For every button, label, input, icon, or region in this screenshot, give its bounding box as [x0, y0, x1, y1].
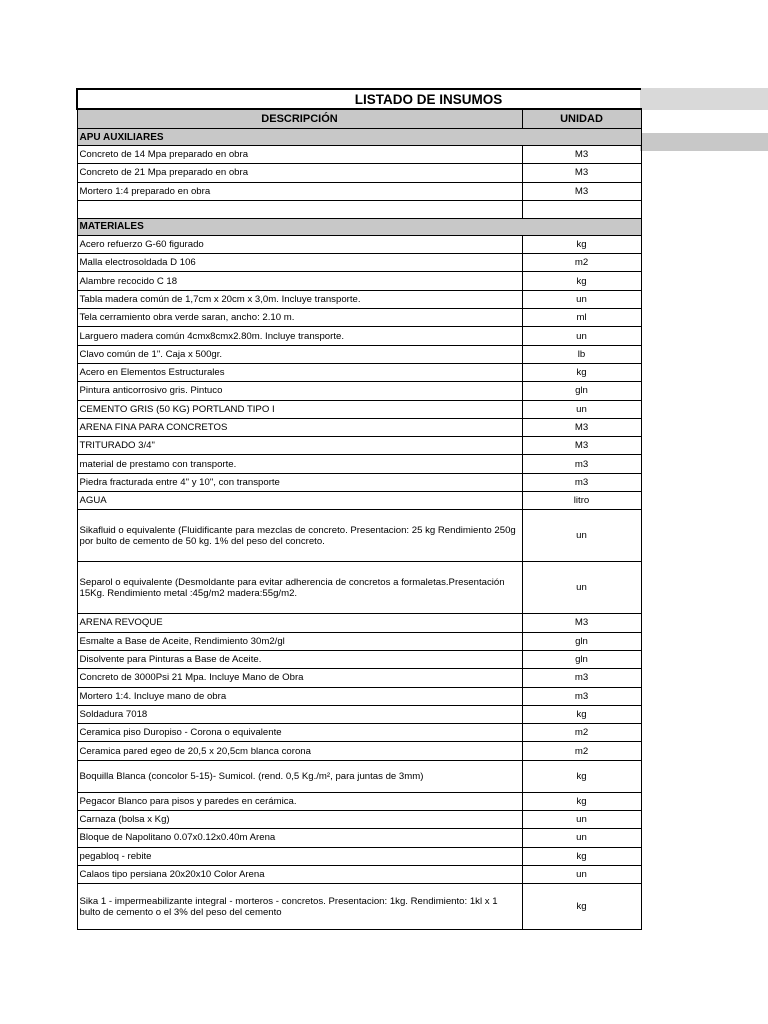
table-row — [77, 614, 641, 632]
table-row — [77, 309, 641, 327]
row-unit: kg — [522, 792, 641, 810]
table-row — [77, 829, 641, 847]
row-unit: m3 — [522, 669, 641, 687]
row-description: Piedra fracturada entre 4" y 10", con transporte — [77, 473, 522, 491]
row-unit: kg — [522, 272, 641, 290]
row-unit: gln — [522, 632, 641, 650]
row-unit: gln — [522, 650, 641, 668]
row-description: Carnaza (bolsa x Kg) — [77, 811, 522, 829]
row-unit: m3 — [522, 455, 641, 473]
row-unit: kg — [522, 705, 641, 723]
header-unit: UNIDAD — [522, 109, 641, 129]
row-unit: m2 — [522, 742, 641, 760]
insumos-table — [76, 88, 642, 930]
header-gray-extension — [640, 88, 768, 110]
section-blank-cell — [522, 218, 641, 235]
table-row — [77, 382, 641, 400]
table-row — [77, 865, 641, 883]
section-row-auxiliares — [77, 129, 641, 146]
row-unit: M3 — [522, 164, 641, 182]
row-description: pegabloq - rebite — [77, 847, 522, 865]
row-description: Bloque de Napolitano 0.07x0.12x0.40m Arena — [77, 829, 522, 847]
section-row-materiales — [77, 218, 641, 235]
row-description: TRITURADO 3/4" — [77, 437, 522, 455]
insumos-sheet — [76, 88, 640, 930]
table-row — [77, 687, 641, 705]
row-unit: m3 — [522, 687, 641, 705]
table-row — [77, 760, 641, 792]
table-row — [77, 418, 641, 436]
row-description: Malla electrosoldada D 106 — [77, 254, 522, 272]
row-description: Tabla madera común de 1,7cm x 20cm x 3,0m. Incluye transporte. — [77, 290, 522, 308]
row-unit: M3 — [522, 614, 641, 632]
row-unit: M3 — [522, 418, 641, 436]
row-description: Separol o equivalente (Desmoldante para evitar adherencia de concretos a formaletas.Presentación 15Kg. Rendimiento metal :45g/m2 madera:55g/m2. — [77, 562, 522, 614]
empty-cell — [77, 200, 522, 218]
row-description: Clavo común de 1". Caja x 500gr. — [77, 345, 522, 363]
row-unit: un — [522, 562, 641, 614]
header-description: DESCRIPCIÓN — [77, 109, 522, 129]
row-unit: kg — [522, 760, 641, 792]
row-description: Pintura anticorrosivo gris. Pintuco — [77, 382, 522, 400]
row-description: Esmalte a Base de Aceite, Rendimiento 30m2/gl — [77, 632, 522, 650]
row-description: Concreto de 3000Psi 21 Mpa. Incluye Mano de Obra — [77, 669, 522, 687]
table-row — [77, 492, 641, 510]
empty-cell — [522, 200, 641, 218]
row-description: Calaos tipo persiana 20x20x10 Color Arena — [77, 865, 522, 883]
table-row — [77, 847, 641, 865]
sheet-title: LISTADO DE INSUMOS — [77, 89, 641, 109]
row-description: ARENA FINA PARA CONCRETOS — [77, 418, 522, 436]
table-row — [77, 290, 641, 308]
row-description: Alambre recocido C 18 — [77, 272, 522, 290]
row-unit: un — [522, 400, 641, 418]
row-unit: M3 — [522, 146, 641, 164]
table-row — [77, 254, 641, 272]
table-row — [77, 345, 641, 363]
table-row — [77, 235, 641, 253]
table-row — [77, 327, 641, 345]
row-description: Sikafluid o equivalente (Fluidificante para mezclas de concreto. Presentacion: 25 kg Rendimiento 250g por bulto de cemento de 50 kg. 1% del peso del concreto. — [77, 510, 522, 562]
row-description: Concreto de 21 Mpa preparado en obra — [77, 164, 522, 182]
row-description: Mortero 1:4 preparado en obra — [77, 182, 522, 200]
row-unit: litro — [522, 492, 641, 510]
row-unit: m2 — [522, 724, 641, 742]
table-row — [77, 669, 641, 687]
table-row — [77, 724, 641, 742]
table-row — [77, 510, 641, 562]
title-row — [77, 89, 641, 109]
table-row — [77, 363, 641, 381]
table-row — [77, 272, 641, 290]
row-unit: M3 — [522, 182, 641, 200]
row-description: CEMENTO GRIS (50 KG) PORTLAND TIPO I — [77, 400, 522, 418]
section-gray-extension — [640, 133, 768, 151]
table-row — [77, 164, 641, 182]
section-title-materiales: MATERIALES — [77, 218, 522, 235]
row-unit: kg — [522, 884, 641, 930]
row-unit: un — [522, 811, 641, 829]
table-row — [77, 705, 641, 723]
row-description: Soldadura 7018 — [77, 705, 522, 723]
row-unit: un — [522, 290, 641, 308]
row-description: AGUA — [77, 492, 522, 510]
header-row — [77, 109, 641, 129]
row-description: Ceramica pared egeo de 20,5 x 20,5cm blanca corona — [77, 742, 522, 760]
table-row — [77, 632, 641, 650]
row-description: Tela cerramiento obra verde saran, ancho: 2.10 m. — [77, 309, 522, 327]
empty-row — [77, 200, 641, 218]
row-description: Mortero 1:4. Incluye mano de obra — [77, 687, 522, 705]
section-title-auxiliares: APU AUXILIARES — [77, 129, 522, 146]
table-row — [77, 400, 641, 418]
table-row — [77, 473, 641, 491]
row-description: Disolvente para Pinturas a Base de Aceite. — [77, 650, 522, 668]
row-description: Larguero madera común 4cmx8cmx2.80m. Incluye transporte. — [77, 327, 522, 345]
row-description: Sika 1 - impermeabilizante integral - morteros - concretos. Presentacion: 1kg. Rendimiento: 1kl x 1 bulto de cemento o el 3% del peso del cemento — [77, 884, 522, 930]
table-row — [77, 650, 641, 668]
row-unit: m3 — [522, 473, 641, 491]
table-row — [77, 792, 641, 810]
row-unit: lb — [522, 345, 641, 363]
table-row — [77, 146, 641, 164]
row-unit: kg — [522, 847, 641, 865]
table-row — [77, 742, 641, 760]
row-unit: M3 — [522, 437, 641, 455]
row-description: material de prestamo con transporte. — [77, 455, 522, 473]
row-unit: kg — [522, 235, 641, 253]
row-description: Acero en Elementos Estructurales — [77, 363, 522, 381]
table-row — [77, 811, 641, 829]
row-description: Boquilla Blanca (concolor 5-15)- Sumicol. (rend. 0,5 Kg./m², para juntas de 3mm) — [77, 760, 522, 792]
row-description: Concreto de 14 Mpa preparado en obra — [77, 146, 522, 164]
row-description: ARENA REVOQUE — [77, 614, 522, 632]
row-unit: m2 — [522, 254, 641, 272]
table-row — [77, 437, 641, 455]
table-row — [77, 884, 641, 930]
row-unit: un — [522, 865, 641, 883]
table-row — [77, 182, 641, 200]
table-row — [77, 455, 641, 473]
row-unit: gln — [522, 382, 641, 400]
row-unit: ml — [522, 309, 641, 327]
row-unit: un — [522, 829, 641, 847]
row-description: Pegacor Blanco para pisos y paredes en cerámica. — [77, 792, 522, 810]
section-blank-cell — [522, 129, 641, 146]
row-description: Ceramica piso Duropiso - Corona o equivalente — [77, 724, 522, 742]
row-description: Acero refuerzo G-60 figurado — [77, 235, 522, 253]
row-unit: un — [522, 510, 641, 562]
row-unit: kg — [522, 363, 641, 381]
row-unit: un — [522, 327, 641, 345]
table-row — [77, 562, 641, 614]
